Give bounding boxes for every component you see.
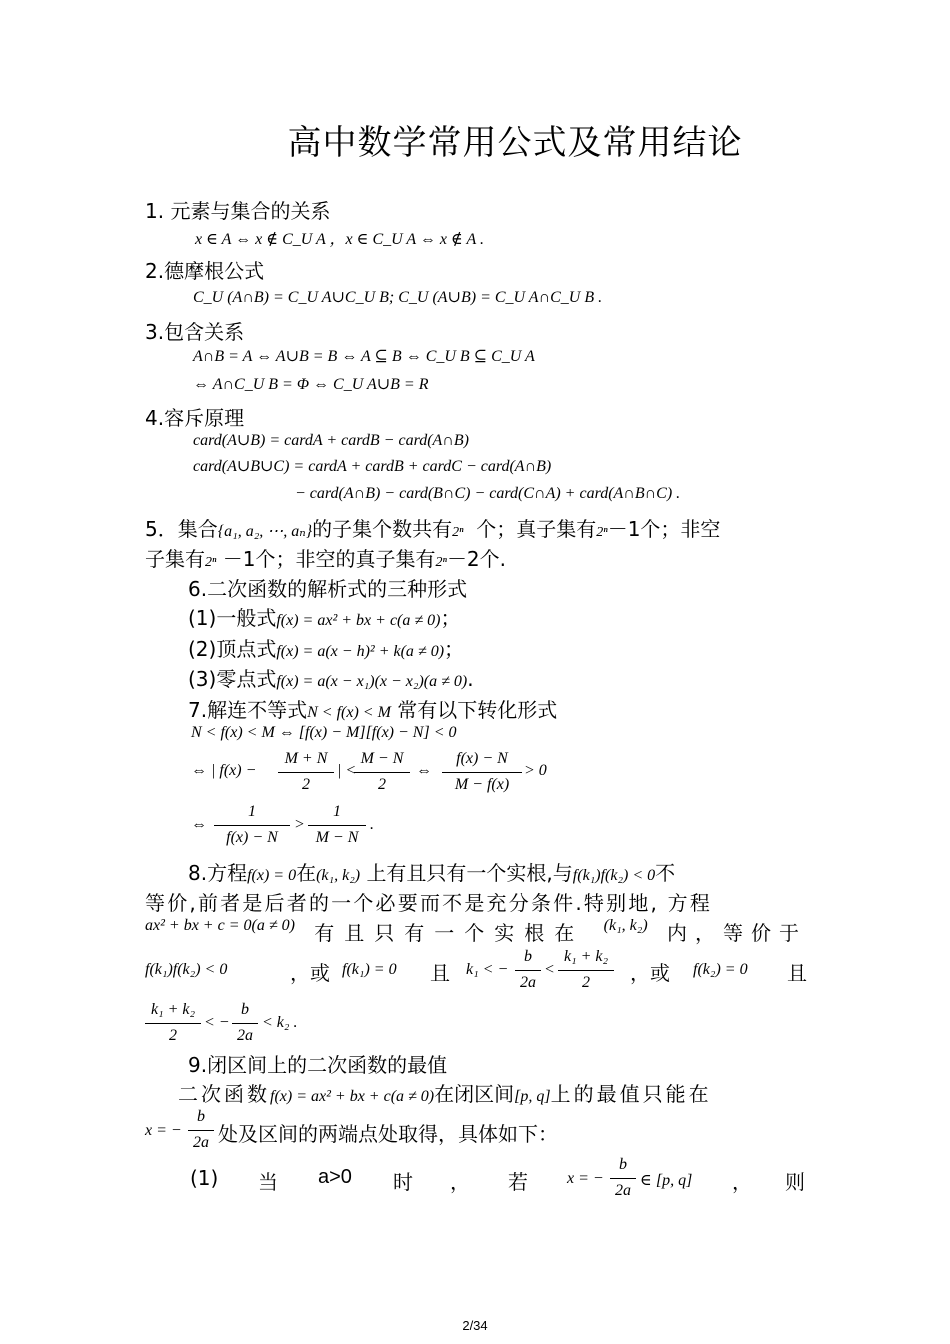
section-3-line-2: ⇔ A∩C_U B = Φ ⇔ C_U A∪B = R (193, 376, 429, 393)
section-8-line-1: 8.方程f(x) = 0在(k₁, k₂) 上有且只有一个实根,与f(k₁)f(k₂) < 0不 (188, 861, 676, 885)
page-title: 高中数学常用公式及常用结论 (287, 123, 743, 163)
section-3-heading: 3.包含关系 (145, 320, 245, 344)
fraction-bar (558, 970, 614, 971)
fraction-bar (188, 1130, 214, 1131)
section-9-line-2: 处及区间的两端点处取得，具体如下： (218, 1122, 558, 1146)
fraction-bar (442, 772, 522, 773)
fraction-bar (214, 825, 290, 826)
section-3-line-1: A∩B = A ⇔ A∪B = B ⇔ A ⊆ B ⇔ C_U B ⊆ C_U A (193, 348, 535, 365)
fraction-bar (354, 772, 410, 773)
fraction-bar (610, 1178, 636, 1179)
section-9-heading: 9.闭区间上的二次函数的最值 (188, 1053, 448, 1077)
section-1-formula: x ∈ A ⇔ x ∉ C_U A ，x ∈ C_U A ⇔ x ∉ A . (195, 231, 485, 248)
section-4-line-2: card(A∪B∪C) = cardA + cardB + cardC − card(A∩B) (193, 458, 552, 475)
section-6-heading: 6.二次函数的解析式的三种形式 (188, 577, 468, 601)
section-6-zero-form: (3)零点式f(x) = a(x − x₁)(x − x₂)(a ≠ 0). (188, 667, 474, 691)
section-9-line-1: 二次函数f(x) = ax² + bx + c(a ≠ 0)在闭区间[p, q]上的最值只能在 (178, 1082, 712, 1106)
section-5-line-2: 子集有2ⁿ －1个；非空的真子集有2ⁿ－2个. (145, 547, 507, 571)
fraction-bar (232, 1023, 258, 1024)
fraction-bar (308, 825, 366, 826)
section-7-line-1: N < f(x) < M ⇔ [f(x) − M][f(x) − N] < 0 (191, 724, 457, 741)
section-6-general-form: (1)一般式f(x) = ax² + bx + c(a ≠ 0)； (188, 606, 461, 630)
page-number: 2/34 (462, 1318, 488, 1333)
fraction-bar (515, 970, 541, 971)
section-8-line-2: 等价,前者是后者的一个必要而不是充分条件.特别地, 方程 (145, 891, 713, 915)
section-2-heading: 2.德摩根公式 (145, 259, 265, 283)
section-2-formula: C_U (A∩B) = C_U A∪C_U B; C_U (A∪B) = C_U A∩C_U B . (193, 289, 603, 306)
section-4-line-1: card(A∪B) = cardA + cardB − card(A∩B) (193, 432, 469, 449)
section-7-heading: 7.解连不等式N < f(x) < M 常有以下转化形式 (188, 698, 558, 722)
set-notation: {a₁, a₂, ⋯, aₙ} (217, 523, 313, 540)
section-4-line-3: − card(A∩B) − card(B∩C) − card(C∩A) + card(A∩B∩C) . (295, 485, 681, 502)
section-8-line-3: ax² + bx + c = 0(a ≠ 0) 有且只有一个实根在 (k₁, k₂) 内，等价于 (145, 917, 807, 945)
document-page: 高中数学常用公式及常用结论 1. 元素与集合的关系 x ∈ A ⇔ x ∉ C_U A ，x ∈ C_U A ⇔ x ∉ A . 2.德摩根公式 C_U (A∩B) = C_U A∪C_U B; C_U (A∪B) = C_U A∩C_U B . 3.包含关系 A∩B = A ⇔ A∪B = B ⇔ A ⊆ B ⇔ C_U B ⊆ C_U A ⇔ A∩C_U B = Φ ⇔ C_U A∪B = R 4.容斥原理 card(A∪B) = cardA + cardB − card(A∩B) card(A∪B∪C) = cardA + cardB + cardC − card(A∩B) − card(A∩B) − card(B∩C) − card(C∩A) + card(A∩B∩C) . 5．集合{a₁, a₂, ⋯, aₙ}的子集个数共有2ⁿ 个；真子集有2ⁿ－1个；非空 子集有2ⁿ －1个；非空的真子集有2ⁿ－2个. 6.二次函数的解析式的三种形式 (1)一般式f(x) = ax² + bx + c(a ≠ 0)； (2)顶点式f(x) = a(x − h)² + k(a ≠ 0)； (3)零点式f(x) = a(x − x₁)(x − x₂)(a ≠ 0). 7.解连不等式N < f(x) < M 常有以下转化形式 N < f(x) < M ⇔ [f(x) − M][f(x) − N] < 0 ⇔ | f(x) − M + N 2 | < M − N 2 ⇔ f(x) − N M − f(x) > 0 ⇔ 1 f(x) − N > 1 M − N . 8.方程f(x) = 0在(k₁, k₂) 上有且只有一个实根,与f(k₁)f(k₂) < 0不 等价,前者是后者的一个必要而不是充分条件.特别地, 方程 ax² + bx + c = 0(a ≠ 0) 有且只有一个实根在 (k₁, k₂) 内，等价于 f(k₁)f(k₂) < 0 ，或 f(k₁) = 0 且 k₁ < − b 2a < k₁ + k₂ 2 ，或 f(k₂) = 0 且 k₁ + k₂ 2 < − b 2a < k₂ . 9.闭区间上的二次函数的最值 二次函数f(x) = ax² + bx + c(a ≠ 0)在闭区间[p, q]上的最值只能在 x = − b 2a 处及区间的两端点处取得，具体如下： (1) 当 a>0 时 ， 若 x = − b 2a ∈ [p, q] ， 则 2/34 (0, 0, 950, 1344)
section-5-line-1: 5．集合{a₁, a₂, ⋯, aₙ}的子集个数共有2ⁿ 个；真子集有2ⁿ－1个；非空 (145, 517, 721, 541)
section-6-vertex-form: (2)顶点式f(x) = a(x − h)² + k(a ≠ 0)； (188, 637, 465, 661)
fraction-bar (145, 1023, 201, 1024)
fraction-bar (278, 772, 334, 773)
section-4-heading: 4.容斥原理 (145, 406, 245, 430)
section-1-heading: 1. 元素与集合的关系 (145, 199, 331, 223)
